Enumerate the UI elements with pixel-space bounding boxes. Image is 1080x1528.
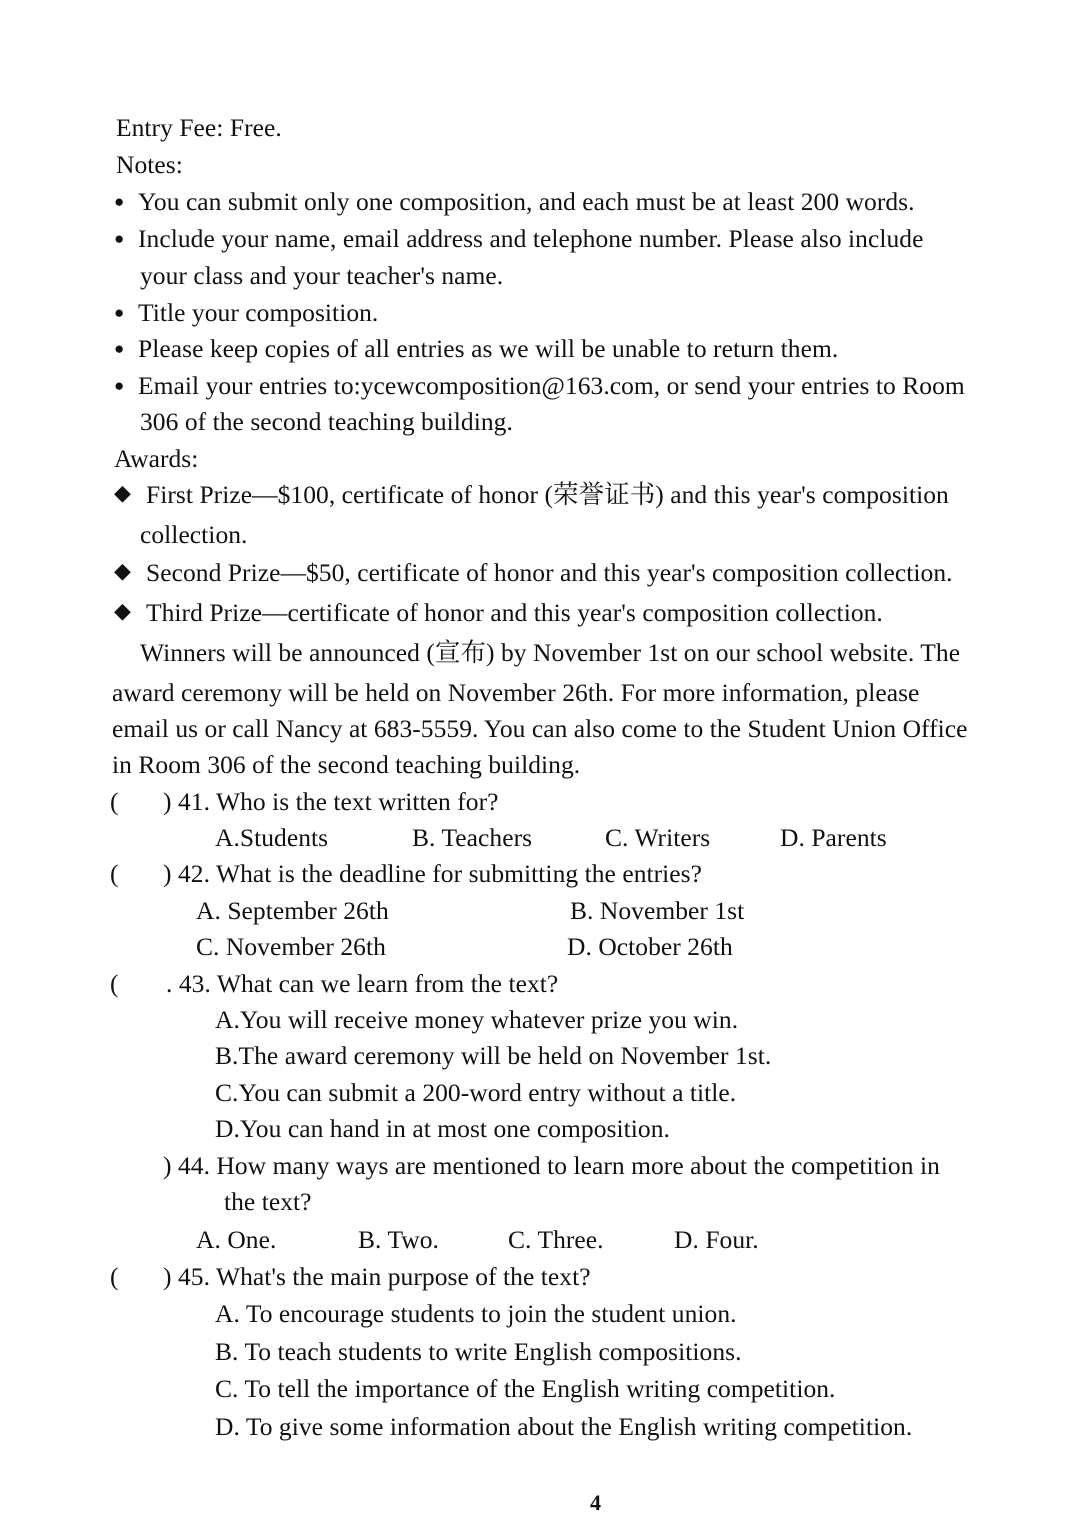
q44-stem-cont: the text? [224, 1187, 312, 1216]
note-2: Include your name, email address and telephone number. Please also include [138, 224, 924, 253]
note-2-cont: your class and your teacher's name. [140, 261, 504, 290]
bullet-dot: ● [114, 376, 125, 395]
paragraph-line-3: email us or call Nancy at 683-5559. You can also come to the Student Union Office [112, 714, 968, 743]
q41-option-b: B. Teachers [412, 823, 533, 852]
note-5: Email your entries to:ycewcomposition@163.com, or send your entries to Room [138, 371, 965, 400]
note-1: You can submit only one composition, and each must be at least 200 words. [138, 187, 915, 216]
diamond-bullet-icon: ◆ [114, 598, 131, 623]
bullet-dot: ● [114, 303, 125, 322]
award-third: Third Prize—certificate of honor and this year's composition collection. [146, 598, 883, 627]
award-second: Second Prize—$50, certificate of honor and this year's composition collection. [146, 558, 953, 587]
award-first: First Prize—$100, certificate of honor (荣誉证书) and this year's composition [146, 480, 949, 509]
diamond-bullet-icon: ◆ [114, 480, 131, 505]
q44-option-b: B. Two. [358, 1225, 439, 1254]
note-3: Title your composition. [138, 298, 379, 327]
note-5-cont: 306 of the second teaching building. [140, 407, 513, 436]
q43-option-a: A.You will receive money whatever prize you win. [215, 1005, 739, 1034]
paragraph-line-2: award ceremony will be held on November 26th. For more information, please [112, 678, 920, 707]
q44-option-d: D. Four. [674, 1225, 759, 1254]
bullet-dot: ● [114, 229, 125, 248]
award-first-cont: collection. [140, 520, 248, 549]
bullet-dot: ● [114, 339, 125, 358]
q44-option-c: C. Three. [508, 1225, 604, 1254]
q42-option-a: A. September 26th [196, 896, 389, 925]
q45-option-d: D. To give some information about the English writing competition. [215, 1412, 913, 1441]
note-4: Please keep copies of all entries as we will be unable to return them. [138, 334, 839, 363]
q45-option-a: A. To encourage students to join the student union. [215, 1299, 737, 1328]
q42-option-c: C. November 26th [196, 932, 386, 961]
q41-option-d: D. Parents [780, 823, 887, 852]
q44-option-a: A. One. [196, 1225, 277, 1254]
q43-option-b: B.The award ceremony will be held on November 1st. [215, 1041, 772, 1070]
q44-stem: ) 44. How many ways are mentioned to learn more about the competition in [163, 1151, 940, 1180]
answer-blank: ( [110, 969, 119, 998]
q42-option-d: D. October 26th [567, 932, 733, 961]
answer-blank: ( [110, 1262, 119, 1291]
page-number: 4 [590, 1490, 601, 1515]
q43-stem: . 43. What can we learn from the text? [166, 969, 559, 998]
notes-heading: Notes: [116, 150, 183, 179]
paragraph-line-1: Winners will be announced (宣布) by November 1st on our school website. The [140, 638, 961, 667]
answer-blank: ( [110, 859, 119, 888]
q41-stem: ) 41. Who is the text written for? [163, 787, 499, 816]
awards-heading: Awards: [114, 444, 199, 473]
q41-option-a: A.Students [215, 823, 329, 852]
entry-fee: Entry Fee: Free. [116, 113, 282, 142]
answer-blank: ( [110, 787, 119, 816]
bullet-dot: ● [114, 192, 125, 211]
diamond-bullet-icon: ◆ [114, 558, 131, 583]
q42-option-b: B. November 1st [570, 896, 745, 925]
q41-option-c: C. Writers [605, 823, 711, 852]
q43-option-d: D.You can hand in at most one composition. [215, 1114, 670, 1143]
paragraph-line-4: in Room 306 of the second teaching building. [112, 750, 581, 779]
q43-option-c: C.You can submit a 200-word entry without a title. [215, 1078, 737, 1107]
q42-stem: ) 42. What is the deadline for submitting the entries? [163, 859, 703, 888]
q45-option-b: B. To teach students to write English compositions. [215, 1337, 742, 1366]
q45-stem: ) 45. What's the main purpose of the text? [163, 1262, 591, 1291]
q45-option-c: C. To tell the importance of the English writing competition. [215, 1374, 836, 1403]
